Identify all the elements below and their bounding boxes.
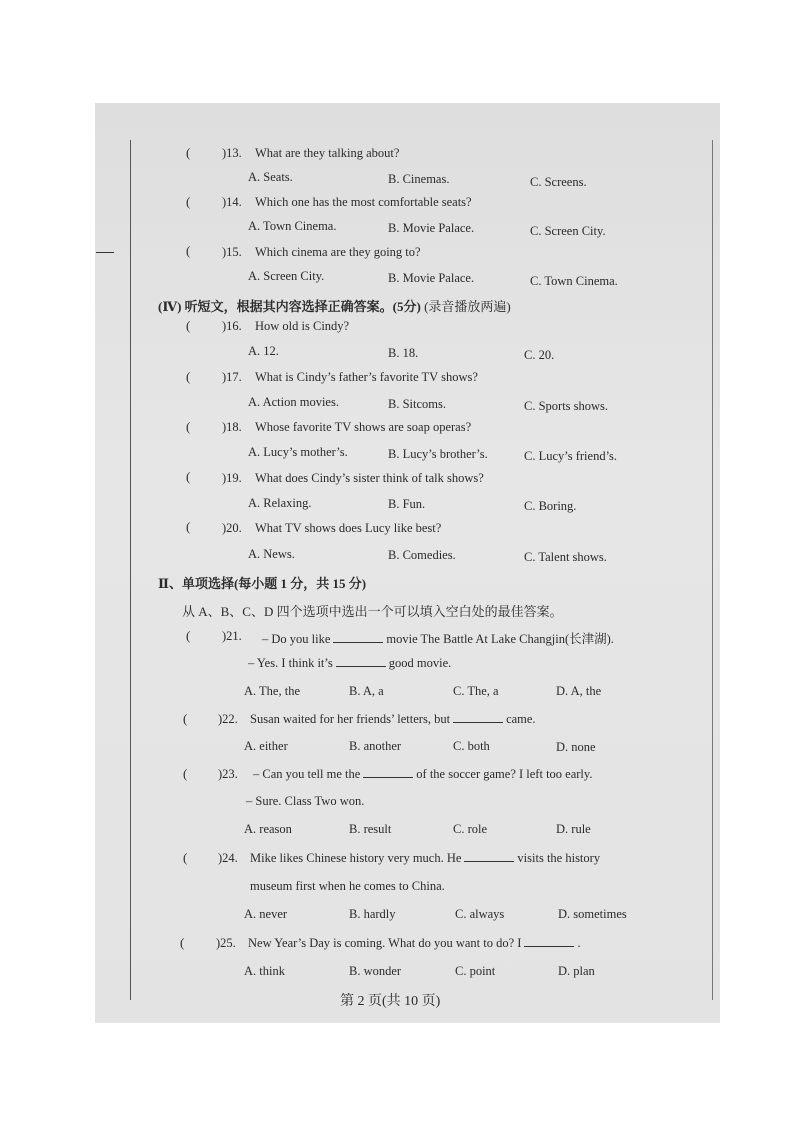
option-d: D. plan <box>558 964 595 978</box>
option-b: B. Fun. <box>388 497 426 511</box>
option-b: B. another <box>349 739 402 753</box>
question-text-line2: – Sure. Class Two won. <box>246 794 365 808</box>
question-number: )24. <box>218 851 238 865</box>
answer-paren: ( <box>186 628 191 643</box>
question-number: )18. <box>222 420 242 434</box>
left-margin-line <box>130 140 131 1000</box>
option-b: B. hardly <box>349 907 396 921</box>
question-text: What does Cindy’s sister think of talk shows? <box>255 471 484 485</box>
option-a: A. Seats. <box>248 170 293 184</box>
option-b: B. result <box>349 822 392 836</box>
option-c: C. both <box>453 739 490 753</box>
question-text-part: New Year’s Day is coming. What do you want to do? I <box>248 936 522 950</box>
option-a: A. Town Cinema. <box>248 219 337 233</box>
option-c: C. Sports shows. <box>524 399 609 413</box>
answer-paren: ( <box>186 519 191 534</box>
question-text-part: – Do you like <box>262 632 331 646</box>
option-c: C. Screens. <box>530 175 587 189</box>
answer-paren: ( <box>183 850 188 865</box>
option-a: A. Lucy’s mother’s. <box>248 445 348 459</box>
answer-blank <box>524 936 574 947</box>
section-heading-single-choice: Ⅱ、单项选择(每小题 1 分，共 15 分) <box>158 576 367 591</box>
option-c: C. point <box>455 964 496 978</box>
page-footer: 第 2 页(共 10 页) <box>340 994 441 1009</box>
option-a: A. 12. <box>248 344 279 358</box>
question-text-part: Susan waited for her friends’ letters, but <box>250 712 451 726</box>
question-text-part: – Yes. I think it’s <box>248 656 333 670</box>
right-margin-line <box>712 140 713 1000</box>
question-text: How old is Cindy? <box>255 319 350 333</box>
answer-blank <box>464 851 514 862</box>
option-b: B. 18. <box>388 346 419 360</box>
option-d: D. none <box>556 740 596 754</box>
question-text: What is Cindy’s father’s favorite TV shows? <box>255 370 478 384</box>
section-heading-text: (Ⅳ) 听短文，根据其内容选择正确答案。(5分) <box>158 299 421 314</box>
answer-paren: ( <box>186 318 191 333</box>
option-c: C. Town Cinema. <box>530 274 618 288</box>
option-c: C. The, a <box>453 684 499 698</box>
option-c: C. Lucy’s friend’s. <box>524 449 618 463</box>
question-text-part: Mike likes Chinese history very much. He <box>250 851 462 865</box>
question-number: )25. <box>216 936 236 950</box>
option-c: C. always <box>455 907 505 921</box>
answer-paren: ( <box>186 194 191 209</box>
answer-paren: ( <box>183 711 188 726</box>
question-text: Which one has the most comfortable seats? <box>255 195 472 209</box>
question-text <box>248 936 581 951</box>
option-b: B. Movie Palace. <box>388 271 475 285</box>
option-d: D. rule <box>556 822 591 836</box>
option-a: A. Relaxing. <box>248 496 312 510</box>
section-heading-part4 <box>158 296 511 315</box>
question-text-line2 <box>248 656 451 671</box>
answer-paren: ( <box>180 935 185 950</box>
option-b: B. wonder <box>349 964 402 978</box>
option-b: B. Comedies. <box>388 548 456 562</box>
option-a: A. think <box>244 964 285 978</box>
question-number: )13. <box>222 146 242 160</box>
option-b: B. A, a <box>349 684 384 698</box>
question-number: )15. <box>222 245 242 259</box>
question-number: )22. <box>218 712 238 726</box>
option-d: D. sometimes <box>558 907 627 921</box>
question-text: Whose favorite TV shows are soap operas? <box>255 420 472 434</box>
answer-blank <box>363 767 413 778</box>
option-b: B. Lucy’s brother’s. <box>388 447 488 461</box>
option-b: B. Movie Palace. <box>388 221 475 235</box>
section-heading-note: (录音播放两遍) <box>424 299 511 314</box>
option-c: C. Screen City. <box>530 224 606 238</box>
question-text-part: visits the history <box>517 851 601 865</box>
question-number: )21. <box>222 629 242 643</box>
answer-paren: ( <box>186 369 191 384</box>
answer-paren: ( <box>186 419 191 434</box>
question-text-part: came. <box>506 712 536 726</box>
option-c: C. Boring. <box>524 499 577 513</box>
answer-blank <box>453 712 503 723</box>
question-text-part: of the soccer game? I left too early. <box>416 767 593 781</box>
answer-blank <box>333 632 383 643</box>
question-text <box>262 629 614 647</box>
option-b: B. Sitcoms. <box>388 397 446 411</box>
answer-paren: ( <box>186 469 191 484</box>
option-b: B. Cinemas. <box>388 172 450 186</box>
question-number: )19. <box>222 471 242 485</box>
binding-tick-mark <box>96 252 114 253</box>
option-a: A. News. <box>248 547 295 561</box>
option-c: C. Talent shows. <box>524 550 607 564</box>
answer-paren: ( <box>186 145 191 160</box>
option-c: C. role <box>453 822 488 836</box>
option-d: D. A, the <box>556 684 602 698</box>
question-number: )23. <box>218 767 238 781</box>
question-number: )16. <box>222 319 242 333</box>
answer-blank <box>336 656 386 667</box>
question-text: What TV shows does Lucy like best? <box>255 521 442 535</box>
question-number: )20. <box>222 521 242 535</box>
answer-paren: ( <box>183 766 188 781</box>
question-text: Which cinema are they going to? <box>255 245 421 259</box>
question-text-part: good movie. <box>388 656 452 670</box>
section-instruction: 从 A、B、C、D 四个选项中选出一个可以填入空白处的最佳答案。 <box>182 604 563 619</box>
question-text-line2: museum first when he comes to China. <box>250 879 445 893</box>
question-text-part: – Can you tell me the <box>253 767 361 781</box>
option-a: A. reason <box>244 822 292 836</box>
question-text <box>253 767 592 782</box>
question-text: What are they talking about? <box>255 146 400 160</box>
question-number: )14. <box>222 195 242 209</box>
option-a: A. Action movies. <box>248 395 339 409</box>
question-text-part: movie The Battle At Lake Changjin(长津湖). <box>386 632 614 646</box>
question-number: )17. <box>222 370 242 384</box>
question-text <box>250 712 536 727</box>
option-a: A. either <box>244 739 288 753</box>
answer-paren: ( <box>186 243 191 258</box>
question-text-part: . <box>577 936 581 950</box>
option-c: C. 20. <box>524 348 555 362</box>
option-a: A. Screen City. <box>248 269 325 283</box>
question-text <box>250 851 600 866</box>
option-a: A. The, the <box>244 684 301 698</box>
option-a: A. never <box>244 907 288 921</box>
